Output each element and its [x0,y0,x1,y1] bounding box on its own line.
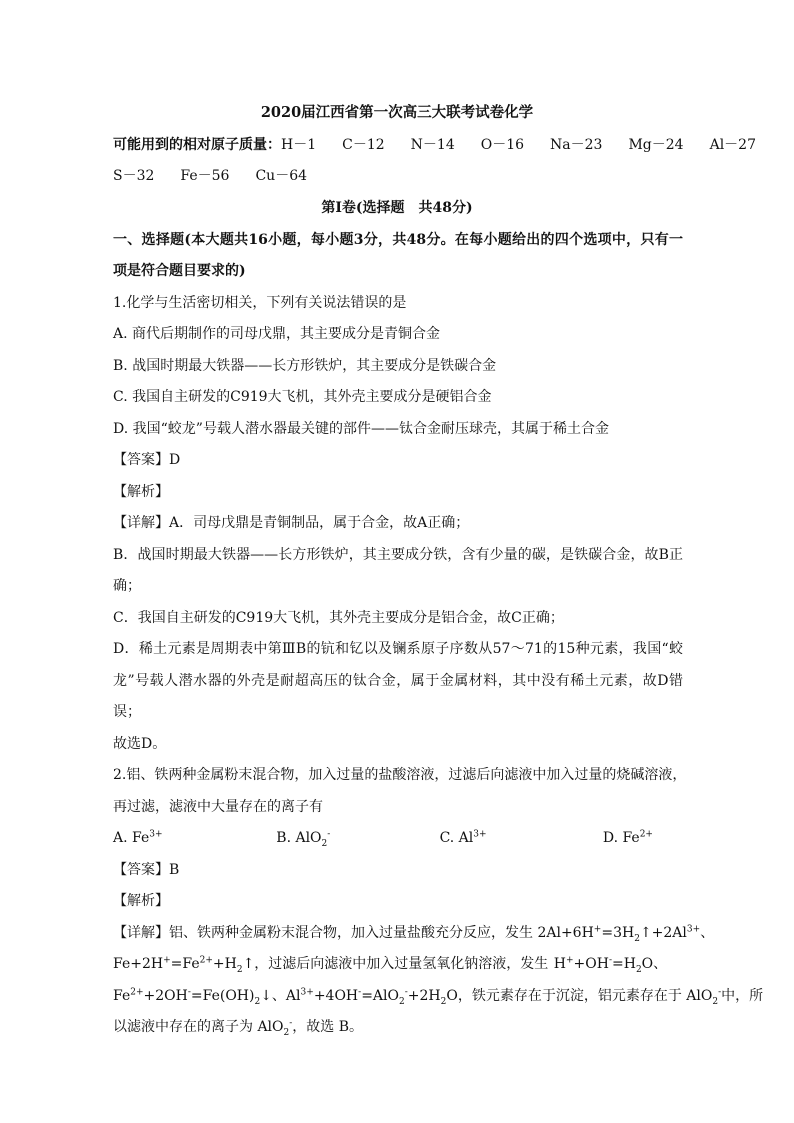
question-2-analysis-label: 【解析】 [113,893,169,909]
atomic-masses-row-2 [113,166,683,186]
atomic-mass: N－14 [410,137,455,153]
question-2-stem-cont: 再过滤，滤液中大量存在的离子有 [113,799,323,815]
atomic-mass: O－16 [480,137,525,153]
question-1-detail-b-cont: 确； [113,578,141,594]
question-1-stem: 1.化学与生活密切相关，下列有关说法错误的是 [113,295,407,311]
question-2-options [113,828,653,848]
question-2-detail-line-4: 以滤液中存在的离子为 AlO$_2$-，故选 B。 [113,1018,364,1038]
section-description-cont: 项是符合题目要求的) [113,263,246,279]
question-1-option-a: A. 商代后期制作的司母戊鼎，其主要成分是青铜合金 [113,326,441,342]
section-description: 一、选择题(本大题共16小题，每小题3分，共48分。在每小题给出的四个选项中，只有一 [113,232,683,248]
question-2-detail-line-1: 【详解】铝、铁两种金属粉末混合物，加入过量盐酸充分反应，发生 $2Al+6H^+=3H_2↑+2Al^{3+}$、 [113,924,715,944]
question-1-detail-d-end: 误； [113,704,141,720]
question-1-detail-d-cont: 龙”号载人潜水器的外壳是耐超高压的钛合金，属于金属材料，其中没有稀土元素，故D错 [113,673,683,689]
question-1-detail-a: 【详解】A．司母戊鼎是青铜制品，属于合金，故A正确； [113,515,470,531]
question-2-stem: 2.铝、铁两种金属粉末混合物，加入过量的盐酸溶液，过滤后向滤液中加入过量的烧碱溶液， [113,767,687,783]
atomic-masses-row-1 [113,135,756,155]
question-2-detail-line-2: $Fe+2H^+=Fe^{2+}+H_2↑$，过滤后向滤液中加入过量氢氧化钠溶液，发生 $H^++OH^-=H_2O$、 [113,955,668,975]
question-2-option-b: B. AlO$_2$- [276,829,331,849]
atomic-mass: Mg－24 [628,137,684,153]
atomic-mass: H－1 [281,137,317,153]
question-2-detail-line-3: $Fe^{2+}+2OH^-=Fe(OH)_2↓$、$Al^{3+}+4OH^-=AlO_2^-+2H_2O$，铁元素存在于沉淀，铝元素存在于 AlO$_2$-中，所 [113,987,764,1007]
page-title: 2020届江西省第一次高三大联考试卷化学 [260,104,534,121]
question-1-option-b: B. 战国时期最大铁器——长方形铁炉，其主要成分是铁碳合金 [113,358,497,374]
question-1-detail-c: C．我国自主研发的C919大飞机，其外壳主要成分是铝合金，故C正确； [113,610,564,626]
question-1-detail-b: B．战国时期最大铁器——长方形铁炉，其主要成分铁，含有少量的碳，是铁碳合金，故B正 [113,547,683,563]
question-1-conclusion: 故选D。 [113,736,167,752]
question-1-option-d: D. 我国“蛟龙”号载人潜水器最关键的部件——钛合金耐压球壳，其属于稀土合金 [113,421,609,437]
atomic-masses-label: 可能用到的相对原子质量： [113,137,281,153]
question-1-option-c: C. 我国自主研发的C919大飞机，其外壳主要成分是硬铝合金 [113,389,492,405]
atomic-mass: C－12 [342,137,385,153]
question-1-analysis-label: 【解析】 [113,484,169,500]
question-1-detail-d: D．稀土元素是周期表中第ⅢB的钪和钇以及镧系原子序数从57～71的15种元素，我国“蛟 [113,641,683,657]
atomic-mass: Fe－56 [180,168,230,184]
question-1-answer: 【答案】D [113,452,181,468]
question-2-answer: 【答案】B [113,862,180,878]
atomic-mass: S－32 [113,168,155,184]
atomic-mass: Na－23 [550,137,603,153]
question-2-option-d: D. $Fe^{2+}$ [602,829,653,846]
atomic-mass: Cu－64 [255,168,308,184]
atomic-mass: Al－27 [709,137,756,153]
question-2-option-c: C. $Al^{3+}$ [439,829,487,846]
question-2-option-a: A. $Fe^{3+}$ [113,829,163,846]
section-title: 第Ⅰ卷(选择题 共48分) [321,200,473,216]
